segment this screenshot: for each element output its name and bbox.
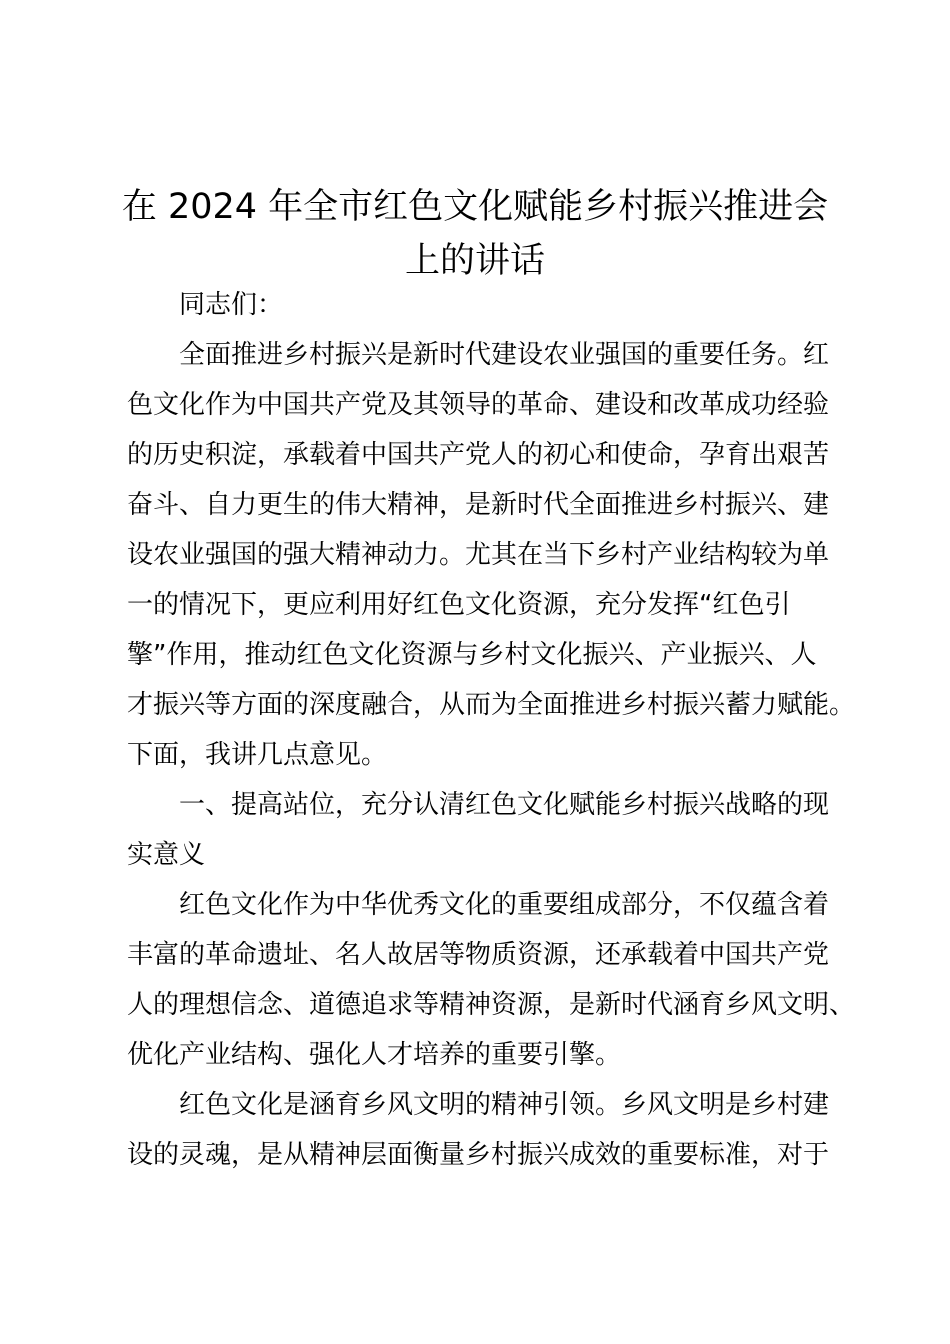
paragraph-line: 一的情况下，更应利用好红色文化资源，充分发挥“红色引 [127,590,791,620]
title-line: 上的讲话 [404,241,545,281]
paragraph-line: 人的理想信念、道德追求等精神资源，是新时代涵育乡风文明、 [127,990,856,1020]
paragraph-line: 红色文化作为中华优秀文化的重要组成部分，不仅蕴含着 [179,890,830,920]
paragraph-line: 全面推进乡村振兴是新时代建设农业强国的重要任务。红 [179,340,830,370]
paragraph-line: 优化产业结构、强化人才培养的重要引擎。 [127,1040,622,1070]
paragraph-line: 设的灵魂，是从精神层面衡量乡村振兴成效的重要标准，对于 [127,1140,830,1170]
document-title [110,180,840,288]
paragraph-line: 红色文化是涵育乡风文明的精神引领。乡风文明是乡村建 [179,1090,830,1120]
paragraph-line: 下面，我讲几点意见。 [127,740,388,770]
paragraph-line: 才振兴等方面的深度融合，从而为全面推进乡村振兴蓄力赋能。 [127,690,856,720]
paragraph-line: 擎”作用，推动红色文化资源与乡村文化振兴、产业振兴、人 [127,640,817,670]
salutation: 同志们： [179,290,284,320]
section-heading: 一、提高站位，充分认清红色文化赋能乡村振兴战略的现 [179,790,830,820]
paragraph-line: 丰富的革命遗址、名人故居等物质资源，还承载着中国共产党 [127,940,830,970]
title-line: 在 2024 年全市红色文化赋能乡村振兴推进会 [121,187,829,227]
paragraph-line: 色文化作为中国共产党及其领导的革命、建设和改革成功经验 [127,390,830,420]
paragraph-line: 设农业强国的强大精神动力。尤其在当下乡村产业结构较为单 [127,540,830,570]
section-heading: 实意义 [127,840,206,870]
paragraph-line: 的历史积淀，承载着中国共产党人的初心和使命，孕育出艰苦 [127,440,830,470]
paragraph-line: 奋斗、自力更生的伟大精神，是新时代全面推进乡村振兴、建 [127,490,830,520]
